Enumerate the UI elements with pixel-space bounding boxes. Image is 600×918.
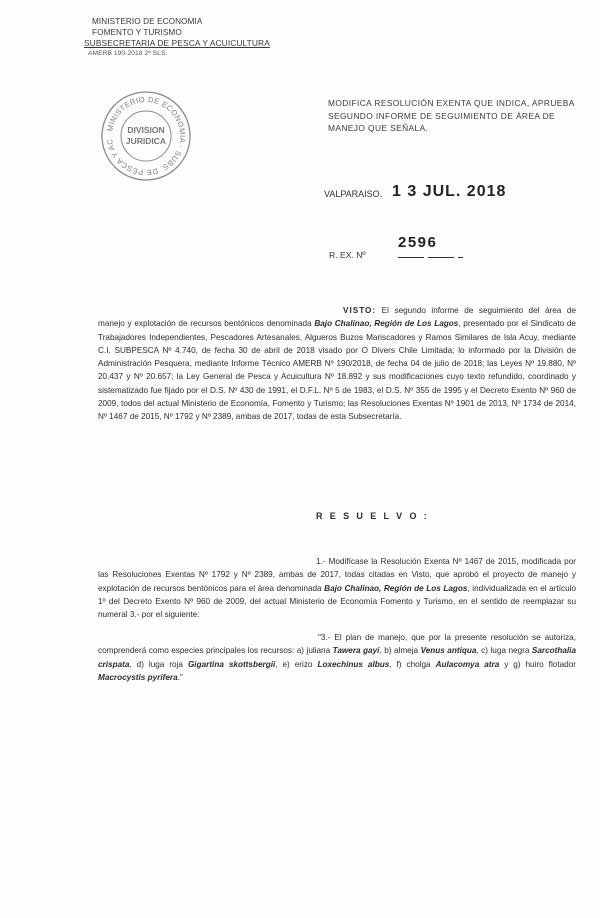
stamp-center-line1: DIVISION bbox=[127, 125, 165, 135]
numeral-3-text: , e) erizo bbox=[275, 659, 318, 669]
species-name: Loxechinus albus bbox=[317, 659, 390, 669]
document-reference: AMERB 190-2018 2º SLS. bbox=[88, 49, 168, 57]
numeral-3-text: y g) huiro flotador bbox=[499, 659, 576, 669]
numeral-3-text: , c) luga negra bbox=[476, 646, 532, 656]
visto-text: El segundo informe de seguimiento del área de manejo y explotación de recursos bentónicos denominada bbox=[98, 306, 576, 329]
numeral-3-text: , b) almeja bbox=[379, 646, 421, 656]
undersecretariat-name: SUBSECRETARIA DE PESCA Y ACUICULTURA bbox=[84, 38, 270, 48]
visto-text: , presentado por el Sindicato de Trabajadores Independientes, Pescadores Artesanales, Algueros Buzos Mariscadores y Ramos Similares de Isla Acuy, mediante C.I. SUBPESCA Nº 4.740, de fecha 30 de abril de 2018 visado por O Divers Chile Limitada; lo informado por la División de Administración Pesquera, mediante Informe Técnico AMERB Nº 190/2018, de fecha 04 de julio de 2018; las Leyes Nº 19.880, Nº 20.437 y Nº 20.657; la Ley General de Pesca y Acuicultura Nº 18.892 y sus modificaciones cuyo texto refundido, coordinado y sistematizado fue fijado por el D.S. Nº 430 de 1991, el D.F.L. Nº 5 de 1983, el D.S. Nº 355 de 1995 y el Decreto Exento Nº 960 de 2009, todos del actual Ministerio de Economía, Fomento y Turismo; las Resoluciones Exentas Nº 1901 de 2013, Nº 1734 de 2014, Nº 1467 de 2015, Nº 1792 y Nº 2389, ambas de 2017, todas de esta Subsecretaría. bbox=[98, 319, 576, 422]
ministry-subtitle: FOMENTO Y TURISMO bbox=[92, 27, 182, 37]
resolution-number: 2596 bbox=[398, 234, 438, 251]
area-name: Bajo Chalinao, Región de Los Lagos bbox=[324, 583, 468, 593]
article-1-text: , individualizada en el artículo 1º del Decreto Exento Nº 960 de 2009, del actual Ministerio de Economía Fomento y Turismo, en el sentido de reemplazar su numeral 3.- por el siguiente: bbox=[98, 583, 577, 620]
place-label: VALPARAISO, bbox=[324, 189, 383, 199]
article-1-text: 1.- Modifícase la Resolución Exenta Nº 1467 de 2015, modificada por las Resoluciones Exentas Nº 1792 y Nº 2389, ambas de 2017, todas citadas en Visto, que aprobó el proyecto de manejo y explotación de recursos bentónicos para el área denominada bbox=[98, 557, 576, 593]
species-name: Gigartina skottsbergii bbox=[187, 659, 276, 669]
numeral-3-text: , f) cholga bbox=[389, 659, 436, 669]
numeral-3-text: ." bbox=[177, 672, 183, 682]
resolution-subject: MODIFICA RESOLUCIÓN EXENTA QUE INDICA, APRUEBA SEGUNDO INFORME DE SEGUIMIENTO DE ÁREA DE MANEJO QUE SEÑALA. bbox=[328, 98, 575, 133]
visto-paragraph bbox=[98, 304, 576, 424]
numeral-3-text: , d) luga roja bbox=[129, 659, 188, 669]
ministry-name: MINISTERIO DE ECONOMIA bbox=[92, 17, 203, 26]
number-underline bbox=[428, 257, 454, 258]
species-name: Macrocystis pyrifera bbox=[98, 672, 178, 682]
article-1-paragraph bbox=[98, 555, 576, 621]
letterhead bbox=[84, 17, 270, 59]
species-name: Aulacomya atra bbox=[435, 659, 500, 669]
resolution-date: 1 3 JUL. 2018 bbox=[392, 183, 507, 200]
resuelvo-heading: R E S U E L V O : bbox=[316, 511, 430, 521]
area-name: Bajo Chalinao, Región de Los Lagos bbox=[314, 319, 459, 329]
species-name: Sarcothalia crispata bbox=[98, 646, 577, 669]
stamp-center-line2: JURIDICA bbox=[125, 136, 167, 146]
visto-label: VISTO: bbox=[343, 306, 377, 315]
number-underline bbox=[398, 257, 424, 258]
stamp-seal bbox=[96, 86, 196, 186]
resolution-number-label: R. EX. Nº bbox=[329, 250, 366, 260]
stamp-ring-text: MINISTERIO DE ECONOMIA · SUBS. DE PESCA Y AC bbox=[105, 94, 188, 178]
number-underline bbox=[458, 257, 463, 258]
species-name: Tawera gayi bbox=[332, 646, 380, 656]
division-stamp bbox=[96, 86, 196, 186]
numeral-3-paragraph bbox=[98, 631, 576, 684]
species-name: Venus antiqua bbox=[420, 646, 477, 656]
numeral-3-text: "3.- El plan de manejo, que por la presente resolución se autoriza, comprenderá como especies principales los recursos: a) juliana bbox=[98, 633, 576, 656]
